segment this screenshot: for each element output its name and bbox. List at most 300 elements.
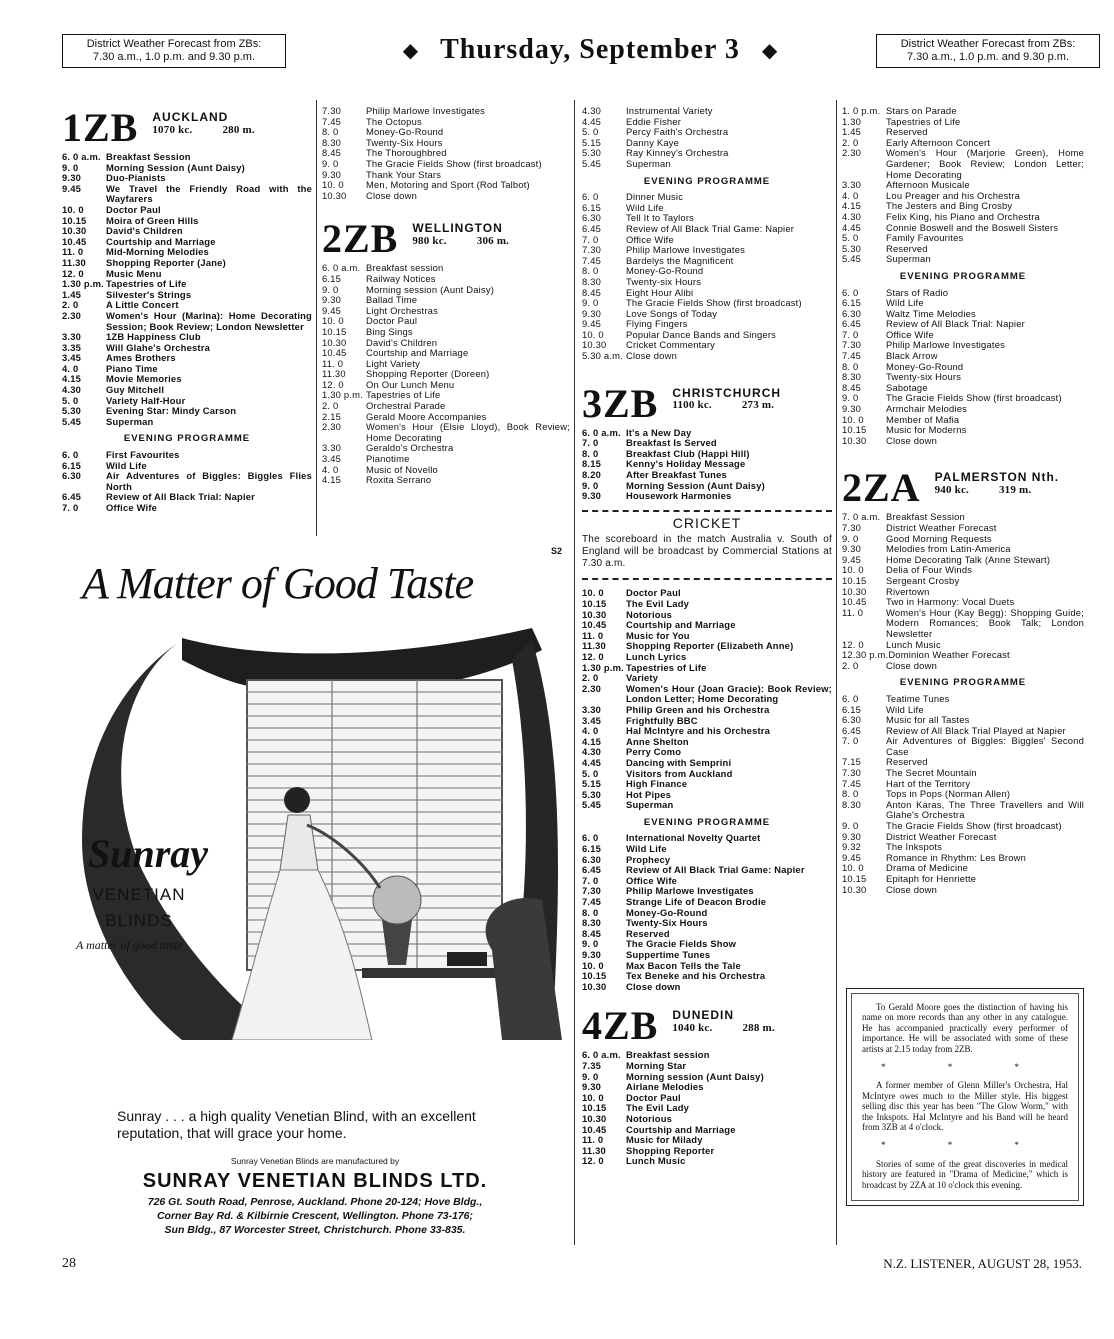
programme-time: 9.45: [582, 318, 602, 330]
programme-time: 5. 0: [842, 232, 859, 244]
programme-title: Anne Shelton: [626, 735, 689, 747]
programme-item: [322, 295, 570, 306]
programme-title: Superman: [626, 157, 671, 169]
programme-time: 10.45: [582, 1123, 607, 1135]
programme-title: Piano Time: [106, 362, 158, 374]
station-header-3zb: [582, 380, 832, 426]
programme-title: Prophecy: [626, 853, 671, 865]
programme-item: [582, 684, 832, 705]
programme-title: First Favourites: [106, 449, 180, 461]
programme-time: 10.30: [582, 1112, 607, 1124]
programme-title: Felix King, his Piano and Orchestra: [886, 210, 1040, 222]
programme-title: Frightfully BBC: [626, 714, 698, 726]
programme-item: [582, 982, 832, 993]
programme-title: Money-Go-Round: [366, 126, 444, 138]
programme-item: [582, 192, 832, 203]
programme-item: [582, 1061, 832, 1072]
programme-item: [582, 865, 832, 876]
programme-item: [322, 327, 570, 338]
programme-time: 10.15: [842, 873, 867, 884]
programme-item: [582, 971, 832, 982]
programme-time: 5.30: [582, 147, 602, 159]
programme-item: [62, 205, 312, 216]
programme-title: Breakfast Is Served: [626, 437, 717, 449]
programme-title: Office Wife: [886, 328, 934, 340]
programme-item: [322, 285, 570, 296]
programme-time: 1.30: [842, 115, 862, 127]
programme-title: Perry Como: [626, 746, 682, 758]
call-sign: 2ZA: [842, 465, 921, 511]
programme-title: Reserved: [886, 126, 928, 138]
programme-title: Delia of Four Winds: [886, 564, 973, 576]
programme-title: Women's Hour (Marina): Home Decorating Session; Book Review; London Newsletter: [106, 309, 312, 332]
programme-time: 8.15: [582, 458, 602, 470]
sunray-advertisement: [62, 540, 568, 1245]
station-city: DUNEDIN: [672, 1008, 735, 1023]
programme-time: 10. 0: [582, 587, 604, 599]
programme-item: [322, 316, 570, 327]
programme-title: Thank Your Stars: [366, 168, 442, 180]
programme-item: [842, 661, 1084, 672]
programme-title: Music for Moderns: [886, 424, 967, 436]
programme-item: [842, 650, 1084, 661]
programme-item: [842, 362, 1084, 373]
programme-time: 3.30: [842, 179, 862, 191]
programme-item: [842, 736, 1084, 757]
programme-time: 7.35: [582, 1059, 602, 1071]
programme-title: Women's Hour (Kay Begg): Shopping Guide; Modern Romances; Book Talk; London Newsletter: [886, 606, 1084, 639]
programme-title: Courtship and Marriage: [366, 347, 469, 359]
programme-title: Morning Session (Aunt Daisy): [106, 161, 245, 173]
programme-title: Gerald Moore Accompanies: [366, 410, 487, 422]
programme-item: [842, 608, 1084, 640]
programme-title: Airlane Melodies: [626, 1081, 704, 1093]
programme-title: Review of All Black Trial Game: Napier: [626, 864, 805, 876]
programme-title: Superman: [106, 415, 154, 427]
programme-item: [582, 599, 832, 610]
programme-time: 4. 0: [842, 189, 859, 201]
station-wavelength: 273 m.: [741, 399, 775, 412]
station-city: CHRISTCHURCH: [672, 385, 782, 400]
programme-time: 10.30: [322, 189, 347, 201]
programme-title: Dominion Weather Forecast: [888, 649, 1010, 661]
programme-title: Breakfast session: [366, 262, 444, 274]
programme-time: 6.30: [842, 307, 862, 319]
programme-title: Love Songs of Today: [626, 307, 718, 319]
programme-title: Kenny's Holiday Message: [626, 458, 746, 470]
programme-item: [322, 263, 570, 274]
programme-title: Review of All Black Trial Game: Napier: [626, 222, 795, 234]
programme-title: Anton Karas, The Three Travellers and Will Glahe's Orchestra: [886, 798, 1084, 821]
programme-time: 4.15: [842, 200, 862, 212]
programme-time: 4.30: [582, 746, 602, 758]
programme-title: Notorious: [626, 1112, 673, 1124]
programme-time: 1.45: [842, 126, 862, 138]
programme-title: We Travel the Friendly Road with the Wayfarers: [106, 182, 312, 205]
programme-item: [62, 471, 312, 492]
programme-time: 9.30: [582, 490, 602, 502]
programme-title: The Secret Mountain: [886, 767, 977, 779]
programme-title: Review of All Black Trial: Napier: [106, 491, 256, 503]
programme-title: Reserved: [626, 927, 670, 939]
programme-time: 3.45: [582, 714, 602, 726]
ad-addresses: [62, 1195, 568, 1237]
programme-time: 9.30: [62, 172, 82, 184]
programme-time: 11. 0: [62, 246, 84, 258]
programme-time: 8.45: [582, 927, 602, 939]
programme-time: 6. 0 a.m.: [322, 262, 361, 274]
programme-title: Review of All Black Trial Played at Napier: [886, 724, 1066, 736]
dashed-rule: [582, 578, 832, 580]
programme-time: 10. 0: [842, 413, 864, 425]
programme-title: Twenty-six Hours: [626, 275, 702, 287]
programme-time: 10.30: [62, 225, 87, 237]
programme-title: Morning session (Aunt Daisy): [626, 1070, 764, 1082]
programme-title: Courtship and Marriage: [106, 235, 216, 247]
programme-time: 7.30: [842, 522, 862, 533]
programme-notes-box: [846, 988, 1084, 1206]
programme-title: Shopping Reporter (Jane): [106, 256, 226, 268]
programme-time: 5. 0: [582, 126, 599, 138]
programme-list: [322, 106, 570, 201]
programme-time: 7.45: [842, 350, 862, 362]
programme-title: The Thoroughbred: [366, 147, 447, 159]
diamond-icon: ◆: [402, 39, 419, 62]
programme-title: Movie Memories: [106, 373, 182, 385]
programme-time: 3.45: [62, 352, 82, 364]
programme-time: 11.30: [322, 368, 346, 380]
programme-time: 7.45: [842, 777, 862, 789]
programme-time: 12. 0: [322, 378, 344, 390]
cricket-title: CRICKET: [672, 514, 742, 531]
programme-title: Visitors from Auckland: [626, 767, 733, 779]
programme-item: [842, 874, 1084, 885]
programme-time: 4.15: [582, 735, 602, 747]
programme-time: 4.30: [582, 105, 602, 116]
programme-title: Sabotage: [886, 381, 928, 393]
programme-title: Melodies from Latin-America: [886, 543, 1011, 555]
programme-title: The Inkspots: [886, 841, 943, 853]
programme-time: 9.45: [842, 553, 862, 565]
programme-item: [842, 523, 1084, 534]
programme-item: [582, 309, 832, 320]
programme-item: [842, 425, 1084, 436]
programme-title: Philip Marlowe Investigates: [626, 885, 754, 897]
programme-item: [582, 1082, 832, 1093]
programme-time: 8. 0: [842, 360, 859, 372]
programme-time: 7.45: [582, 896, 602, 908]
programme-title: Music for Milady: [626, 1134, 703, 1146]
programme-time: 2.30: [842, 147, 862, 159]
programme-title: Ray Kinney's Orchestra: [626, 147, 729, 159]
station-header-2za: [842, 465, 1084, 511]
programme-title: Philip Marlowe Investigates: [366, 105, 485, 116]
programme-title: Tex Beneke and his Orchestra: [626, 970, 766, 982]
programme-time: 9. 0: [582, 297, 599, 309]
programme-title: Lunch Music: [626, 1155, 686, 1167]
programme-time: 5.30: [62, 405, 82, 417]
separator-stars: * * *: [881, 1062, 1049, 1073]
programme-time: 6.15: [322, 272, 342, 284]
station-city: PALMERSTON Nth.: [934, 470, 1060, 485]
station-frequency: 1040 kc.: [672, 1021, 713, 1034]
programme-item: [62, 184, 312, 205]
programme-time: 8. 0: [582, 447, 599, 459]
programme-title: Music Menu: [106, 267, 162, 279]
programme-time: 8.30: [582, 917, 602, 929]
programme-time: 4.15: [322, 474, 342, 486]
programme-title: Close down: [886, 883, 937, 895]
programme-time: 12. 0: [582, 1155, 604, 1167]
programme-title: The Evil Lady: [626, 1102, 690, 1114]
programme-list: [842, 694, 1084, 895]
programme-time: 8.30: [582, 275, 602, 287]
programme-time: 2.30: [322, 421, 342, 433]
programme-title: Morning session (Aunt Daisy): [366, 283, 495, 295]
ad-address-line: 726 Gt. South Road, Penrose, Auckland. Phone 20-124; Hove Bldg.,: [147, 1196, 483, 1208]
programme-title: Geraldo's Orchestra: [366, 442, 454, 454]
programme-time: 9. 0: [842, 392, 859, 404]
station-wavelength: 280 m.: [222, 123, 255, 136]
programme-time: 11. 0: [582, 629, 604, 641]
programme-list: [582, 588, 832, 810]
programme-title: Early Afternoon Concert: [886, 136, 991, 148]
programme-item: [582, 256, 832, 267]
programme-item: [62, 374, 312, 385]
programme-list: [582, 833, 832, 992]
programme-item: [582, 705, 832, 716]
programme-time: 8. 0: [842, 788, 859, 800]
programme-item: [582, 641, 832, 652]
programme-time: 8.45: [582, 286, 602, 298]
programme-title: Shopping Reporter: [626, 1144, 715, 1156]
programme-title: Shopping Reporter (Elizabeth Anne): [626, 640, 794, 652]
note-paragraph: Stories of some of the great discoveries in medical history are featured in "Drama of Medicine," which is broadcast by 2ZA at 10 o'clock this evening.: [862, 1158, 1068, 1190]
programme-title: Tell It to Taylors: [626, 212, 695, 224]
programme-time: 9.30: [582, 949, 602, 960]
programme-item: [582, 1125, 832, 1136]
programme-title: Men, Motoring and Sport (Rod Talbot): [366, 179, 530, 191]
programme-title: Wild Life: [886, 703, 924, 715]
programme-item: [322, 180, 570, 191]
programme-time: 3.30: [322, 442, 342, 454]
programme-title: Eddie Fisher: [626, 115, 682, 127]
programme-title: Close down: [366, 189, 417, 201]
programme-item: [582, 127, 832, 138]
programme-title: 1ZB Happiness Club: [106, 331, 201, 343]
programme-time: 6.45: [842, 724, 862, 736]
page-number: 28: [62, 1256, 76, 1271]
programme-title: Shopping Reporter (Doreen): [366, 368, 490, 380]
programme-time: 2. 0: [842, 136, 859, 148]
programme-time: 1. 0 p.m.: [842, 105, 881, 116]
programme-title: Twenty-Six Hours: [366, 136, 443, 148]
programme-time: 1.45: [62, 288, 82, 300]
evening-heading: EVENING PROGRAMME: [643, 175, 771, 187]
programme-item: [842, 832, 1084, 843]
programme-time: 11.30: [62, 256, 86, 268]
programme-title: The Evil Lady: [626, 598, 690, 609]
programme-title: Suppertime Tunes: [626, 949, 711, 960]
programme-time: 2. 0: [582, 672, 599, 684]
programme-title: Lunch Lyrics: [626, 650, 687, 662]
page-header: [330, 34, 850, 66]
programme-item: [582, 652, 832, 663]
programme-time: 10. 0: [62, 203, 84, 215]
programme-item: [582, 790, 832, 801]
programme-title: Air Adventures of Biggles: Biggles' Second Case: [886, 735, 1084, 757]
programme-item: [322, 117, 570, 128]
programme-time: 10.15: [582, 598, 607, 609]
programme-time: 8.45: [842, 381, 862, 393]
programme-time: 10.30: [322, 336, 347, 348]
programme-title: Philip Marlowe Investigates: [626, 244, 745, 256]
programme-item: [582, 1103, 832, 1114]
programme-title: Wild Life: [626, 201, 664, 213]
programme-time: 10.30: [842, 434, 867, 446]
programme-title: Reserved: [886, 756, 928, 768]
programme-title: Money-Go-Round: [886, 360, 964, 372]
programme-title: Moira of Green Hills: [106, 214, 199, 226]
programme-time: 11.30: [582, 1144, 606, 1156]
call-sign: 1ZB: [62, 105, 139, 150]
programme-title: Doctor Paul: [106, 203, 161, 215]
programme-time: 1.30 p.m.: [582, 661, 624, 673]
programme-time: 9.45: [62, 182, 82, 194]
programme-title: Dancing with Semprini: [626, 756, 732, 768]
station-frequency: 1070 kc.: [152, 123, 193, 136]
programme-time: 9. 0: [582, 938, 599, 950]
ad-headline: A Matter of Good Taste: [82, 559, 474, 608]
programme-title: Mid-Morning Melodies: [106, 246, 209, 258]
programme-title: District Weather Forecast: [886, 522, 997, 533]
programme-list: [582, 192, 832, 362]
programme-title: Superman: [626, 799, 674, 811]
jewel-box: [447, 952, 487, 966]
note-paragraph: To Gerald Moore goes the distinction of having his name on more records than any other in any catalogue. He has accompanied practically every performer of importance. He will be associated with some of these artists at 2.15 today from 2ZB.: [862, 1002, 1068, 1054]
programme-item: [582, 1093, 832, 1104]
programme-title: Stars on Parade: [886, 105, 957, 116]
programme-title: Silvester's Strings: [106, 288, 192, 300]
column-divider: [316, 100, 317, 536]
station-city: AUCKLAND: [152, 110, 229, 124]
programme-title: Danny Kaye: [626, 136, 680, 148]
programme-time: 9. 0: [582, 1070, 599, 1082]
programme-time: 8.30: [842, 371, 862, 383]
programme-time: 7. 0: [582, 874, 599, 886]
programme-title: Rivertown: [886, 585, 930, 597]
programme-time: 7.30: [322, 105, 342, 116]
programme-time: 7. 0 a.m.: [842, 511, 881, 523]
programme-list: [582, 106, 832, 170]
ad-body: Sunray . . . a high quality Venetian Blind, with an excellent reputation, that will grace your home.: [117, 1108, 476, 1141]
ad-manufactured-by: Sunray Venetian Blinds are manufactured by: [230, 1156, 400, 1166]
programme-title: Variety Half-Hour: [106, 394, 186, 406]
programme-title: Hot Pipes: [626, 788, 672, 800]
evening-heading: EVENING PROGRAMME: [643, 816, 771, 828]
programme-time: 6.45: [582, 222, 602, 234]
programme-item: [582, 1156, 832, 1167]
programme-list: [582, 428, 832, 502]
programme-time: 5.45: [582, 799, 602, 811]
programme-time: 7. 0: [842, 735, 859, 747]
programme-time: 6.30: [842, 714, 862, 726]
programme-title: Tapestries of Life: [626, 661, 707, 673]
programme-title: Pianotime: [366, 453, 410, 465]
programme-time: 4.45: [582, 115, 602, 127]
programme-title: Roxita Serrano: [366, 474, 432, 486]
programme-title: Money-Go-Round: [626, 906, 708, 918]
programme-title: Hal McIntyre and his Orchestra: [626, 725, 771, 737]
call-sign: 2ZB: [322, 216, 399, 262]
programme-time: 6. 0 a.m.: [582, 426, 621, 438]
programme-item: [842, 148, 1084, 180]
programme-time: 9.30: [322, 294, 342, 306]
programme-time: 7. 0: [842, 328, 859, 340]
programme-time: 10.15: [62, 214, 87, 226]
programme-time: 8.45: [322, 147, 342, 159]
programme-title: Air Adventures of Biggles: Biggles Flies North: [106, 470, 312, 492]
programme-title: Women's Hour (Joan Gracie): Book Review; London Letter; Home Decorating: [626, 682, 832, 705]
programme-title: Ballad Time: [366, 294, 418, 306]
programme-item: [322, 127, 570, 138]
programme-title: Strange Life of Deacon Brodie: [626, 896, 767, 908]
programme-list: [582, 1050, 832, 1167]
programme-title: The Octopus: [366, 115, 422, 127]
programme-item: [62, 163, 312, 174]
ad-product: [84, 882, 194, 934]
woman-head: [284, 787, 310, 813]
programme-time: 9. 0: [62, 161, 79, 173]
programme-item: [842, 233, 1084, 244]
programme-item: [582, 779, 832, 790]
programme-title: The Jesters and Bing Crosby: [886, 200, 1013, 212]
call-sign: 4ZB: [582, 1003, 659, 1049]
programme-item: [582, 1072, 832, 1083]
programme-item: [62, 216, 312, 227]
programme-time: 10.45: [842, 596, 867, 608]
programme-title: Close down: [626, 980, 681, 992]
programme-title: Light Orchestras: [366, 304, 438, 316]
programme-item: [582, 351, 832, 362]
programme-time: 6. 0 a.m.: [582, 1049, 621, 1061]
programme-time: 5.15: [582, 136, 602, 148]
programme-item: [582, 758, 832, 769]
programme-title: Bardelys the Magnificent: [626, 254, 734, 266]
programme-time: 6. 0: [582, 191, 599, 203]
programme-list: [62, 152, 312, 427]
programme-item: [62, 417, 312, 428]
programme-time: 9.45: [842, 851, 862, 863]
programme-item: [62, 364, 312, 375]
ad-product-line: VENETIAN: [92, 885, 186, 904]
programme-title: Guy Mitchell: [106, 384, 165, 396]
programme-time: 4.45: [842, 221, 862, 233]
evening-heading: EVENING PROGRAMME: [899, 677, 1027, 689]
programme-title: Hart of the Territory: [886, 777, 971, 789]
programme-time: 7.45: [322, 115, 342, 127]
programme-title: Doctor Paul: [626, 587, 681, 599]
station-1zb: [62, 104, 312, 514]
programme-time: 2. 0: [62, 299, 79, 311]
station-header-4zb: [582, 1003, 832, 1049]
station-header-1zb: [62, 105, 312, 150]
programme-time: 10.30: [842, 585, 867, 597]
station-column-3: [582, 106, 832, 1167]
programme-item: [582, 1146, 832, 1157]
programme-title: Tapestries of Life: [366, 389, 441, 401]
ad-product-line: BLINDS: [105, 911, 173, 930]
